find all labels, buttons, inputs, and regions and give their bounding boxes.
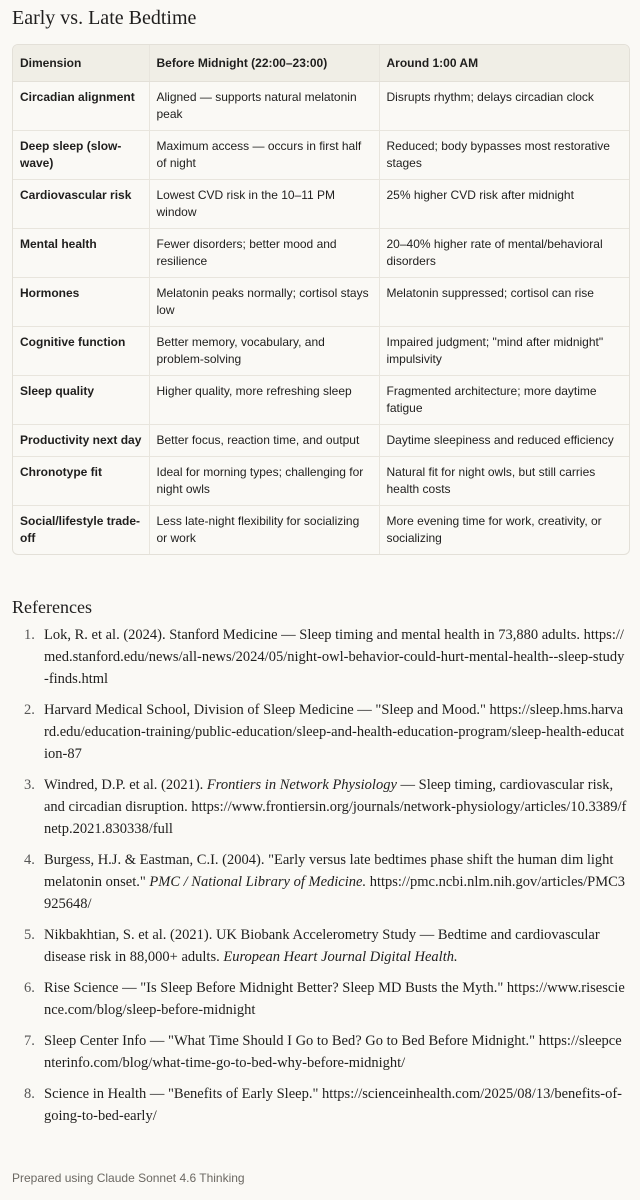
reference-url-link[interactable]: https://www.frontiersin.org/journals/network-physiology/articles/10.3389/fnetp.2021.830338/full bbox=[44, 799, 627, 837]
row-dimension: Chronotype fit bbox=[13, 457, 149, 506]
comparison-table bbox=[12, 44, 630, 555]
column-header-around-1am: Around 1:00 AM bbox=[379, 45, 629, 82]
table-row bbox=[13, 506, 629, 555]
row-before-midnight: Higher quality, more refreshing sleep bbox=[149, 376, 379, 425]
row-around-1am: Disrupts rhythm; delays circadian clock bbox=[379, 82, 629, 131]
reference-url-link[interactable]: https://www.risescience.com/blog/sleep-before-midnight bbox=[44, 980, 625, 1018]
reference-text-continued: — Sleep timing, cardiovascular risk, and circadian disruption. bbox=[44, 777, 614, 815]
table-header-row bbox=[13, 45, 629, 82]
row-before-midnight: Maximum access — occurs in first half of night bbox=[149, 131, 379, 180]
row-around-1am: Reduced; body bypasses most restorative stages bbox=[379, 131, 629, 180]
reference-item bbox=[12, 699, 628, 765]
reference-url-link[interactable]: https://scienceinhealth.com/2025/08/13/benefits-of-going-to-bed-early/ bbox=[44, 1086, 622, 1124]
table-row bbox=[13, 131, 629, 180]
row-dimension: Circadian alignment bbox=[20, 90, 135, 104]
row-before-midnight: Fewer disorders; better mood and resilience bbox=[149, 229, 379, 278]
row-around-1am: Impaired judgment; "mind after midnight" impulsivity bbox=[379, 327, 629, 376]
reference-item bbox=[12, 924, 628, 968]
reference-text: Sleep Center Info — "What Time Should I Go to Bed? Go to Bed Before Midnight." bbox=[44, 1033, 536, 1049]
row-around-1am: More evening time for work, creativity, or socializing bbox=[379, 506, 629, 555]
references-list bbox=[12, 624, 628, 1136]
table-row bbox=[13, 376, 629, 425]
reference-number: 7. bbox=[24, 1033, 35, 1049]
row-dimension: Social/lifestyle trade-off bbox=[13, 506, 149, 555]
row-dimension: Hormones bbox=[13, 278, 149, 327]
reference-number: 8. bbox=[24, 1086, 35, 1102]
reference-url-link[interactable]: https://sleepcenterinfo.com/blog/what-time-go-to-bed-why-before-midnight/ bbox=[44, 1033, 622, 1071]
row-around-1am: Fragmented architecture; more daytime fatigue bbox=[379, 376, 629, 425]
reference-text: Burgess, H.J. & Eastman, C.I. (2004). "Early versus late bedtimes phase shift the human dim light melatonin onset." bbox=[44, 852, 614, 890]
row-dimension: Productivity next day bbox=[13, 425, 149, 457]
reference-text: Lok, R. et al. (2024). Stanford Medicine — Sleep timing and mental health in 73,880 adults. bbox=[44, 627, 580, 643]
table-row bbox=[13, 180, 629, 229]
reference-text: Windred, D.P. et al. (2021). bbox=[44, 777, 204, 793]
reference-item bbox=[12, 1083, 628, 1127]
row-before-midnight: Better memory, vocabulary, and problem-solving bbox=[149, 327, 379, 376]
reference-source: European Heart Journal Digital Health. bbox=[223, 949, 458, 965]
footer-note: Prepared using Claude Sonnet 4.6 Thinking bbox=[12, 1171, 245, 1185]
row-around-1am: Melatonin suppressed; cortisol can rise bbox=[379, 278, 629, 327]
reference-item bbox=[12, 849, 628, 915]
row-dimension: Sleep quality bbox=[13, 376, 149, 425]
references-heading: References bbox=[12, 597, 92, 617]
column-header-before-midnight: Before Midnight (22:00–23:00) bbox=[149, 45, 379, 82]
row-before-midnight: Ideal for morning types; challenging for night owls bbox=[149, 457, 379, 506]
row-before-midnight: Aligned — supports natural melatonin peak bbox=[149, 82, 379, 131]
reference-item bbox=[12, 1030, 628, 1074]
row-around-1am: Natural fit for night owls, but still carries health costs bbox=[379, 457, 629, 506]
row-before-midnight: Lowest CVD risk in the 10–11 PM window bbox=[149, 180, 379, 229]
reference-url-link[interactable]: https://pmc.ncbi.nlm.nih.gov/articles/PMC3925648/ bbox=[44, 874, 626, 912]
reference-url-link[interactable]: https://sleep.hms.harvard.edu/education-training/public-education/sleep-and-health-education-program/sleep-health-education-87 bbox=[44, 702, 625, 762]
reference-number: 1. bbox=[24, 627, 35, 643]
row-before-midnight: Better focus, reaction time, and output bbox=[149, 425, 379, 457]
row-dimension: Deep sleep (slow-wave) bbox=[13, 131, 149, 180]
reference-text: Nikbakhtian, S. et al. (2021). UK Biobank Accelerometry Study — Bedtime and cardiovascular disease risk in 88,000+ adults. bbox=[44, 927, 600, 965]
reference-text: Science in Health — "Benefits of Early Sleep." bbox=[44, 1086, 319, 1102]
reference-text: Rise Science — "Is Sleep Before Midnight Better? Sleep MD Busts the Myth." bbox=[44, 980, 504, 996]
page-title: Early vs. Late Bedtime bbox=[12, 7, 197, 29]
column-header-dimension: Dimension bbox=[13, 45, 149, 82]
row-dimension: Mental health bbox=[13, 229, 149, 278]
table-row bbox=[13, 82, 629, 131]
row-around-1am: 25% higher CVD risk after midnight bbox=[379, 180, 629, 229]
table-row bbox=[13, 229, 629, 278]
row-before-midnight: Melatonin peaks normally; cortisol stays low bbox=[149, 278, 379, 327]
table-row bbox=[13, 327, 629, 376]
row-around-1am: 20–40% higher rate of mental/behavioral disorders bbox=[379, 229, 629, 278]
reference-item bbox=[12, 624, 628, 690]
reference-number: 3. bbox=[24, 777, 35, 793]
reference-text: Harvard Medical School, Division of Sleep Medicine — "Sleep and Mood." bbox=[44, 702, 486, 718]
reference-number: 2. bbox=[24, 702, 35, 718]
row-dimension: Cardiovascular risk bbox=[13, 180, 149, 229]
table-row bbox=[13, 278, 629, 327]
row-dimension: Cognitive function bbox=[13, 327, 149, 376]
reference-number: 5. bbox=[24, 927, 35, 943]
reference-number: 6. bbox=[24, 980, 35, 996]
reference-source: PMC / National Library of Medicine. bbox=[149, 874, 367, 890]
row-around-1am: Daytime sleepiness and reduced efficiency bbox=[379, 425, 629, 457]
reference-item bbox=[12, 774, 628, 840]
table-row bbox=[13, 457, 629, 506]
table-row bbox=[13, 425, 629, 457]
reference-source: Frontiers in Network Physiology bbox=[206, 777, 397, 793]
reference-item bbox=[12, 977, 628, 1021]
reference-number: 4. bbox=[24, 852, 35, 868]
row-before-midnight: Less late-night flexibility for socializing or work bbox=[149, 506, 379, 555]
reference-url-link[interactable]: https://med.stanford.edu/news/all-news/2024/05/night-owl-behavior-could-hurt-mental-health--sleep-study-finds.html bbox=[44, 627, 625, 687]
